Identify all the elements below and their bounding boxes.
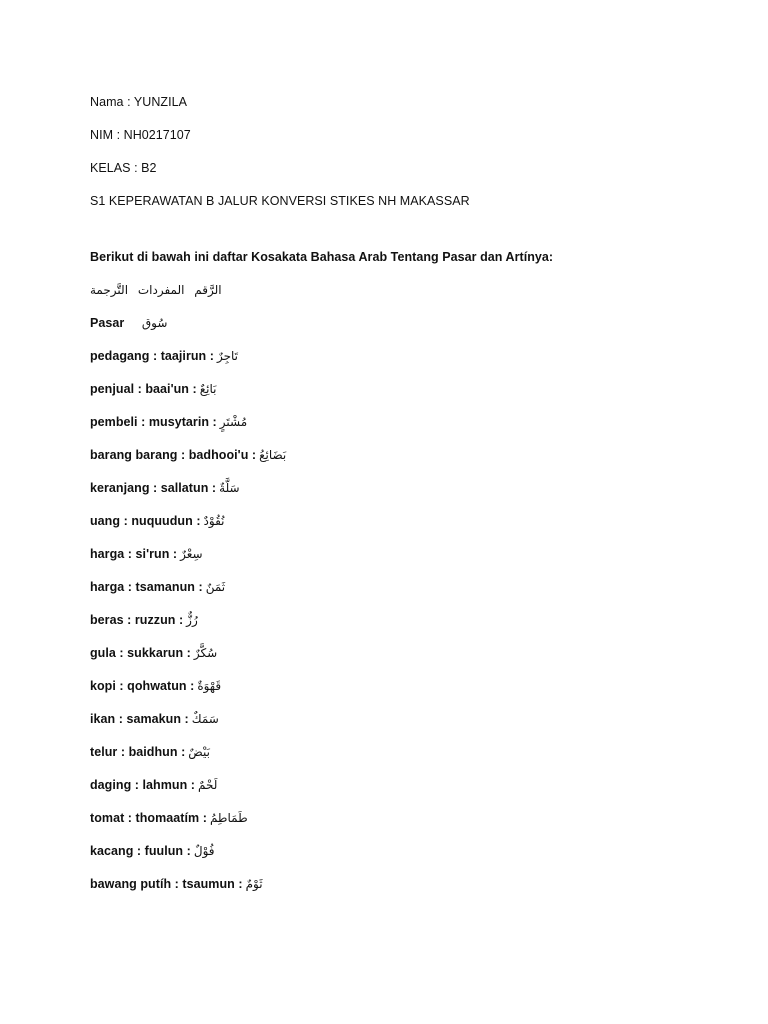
student-program: S1 KEPERAWATAN B JALUR KONVERSI STIKES NH MAKASSAR: [90, 194, 470, 208]
vocab-latin: kacang : fuulun :: [90, 844, 191, 858]
vocab-latin: tomat : thomaatím :: [90, 811, 207, 825]
vocab-latin: uang : nuquudun :: [90, 514, 201, 528]
vocab-arabic: رُزٌّ: [186, 613, 198, 627]
vocab-item: [90, 544, 730, 564]
vocab-item: [90, 577, 730, 597]
vocab-arabic: بَيْضٌ: [188, 745, 210, 759]
vocab-arabic: بَائِعٌ: [199, 382, 217, 396]
vocab-latin: pembeli : musytarin :: [90, 415, 217, 429]
vocab-item: [90, 379, 730, 399]
vocab-latin: telur : baidhun :: [90, 745, 186, 759]
vocab-item: [90, 676, 730, 696]
vocab-item: [90, 478, 730, 498]
vocab-latin: keranjang : sallatun :: [90, 481, 217, 495]
arabic-table-header: [90, 280, 730, 300]
arabic-header-group: [90, 283, 228, 297]
vocab-arabic: ثَمَنٌ: [205, 580, 226, 594]
vocab-arabic: فُوْلٌ: [193, 844, 215, 858]
vocab-latin: harga : si'run :: [90, 547, 178, 561]
vocab-item: [90, 775, 730, 795]
vocab-arabic: سَلَّةٌ: [219, 481, 240, 495]
vocab-latin: ikan : samakun :: [90, 712, 189, 726]
arabic-header-number: الرَّقم: [194, 283, 222, 297]
student-name: Nama : YUNZILA: [90, 95, 188, 109]
vocab-latin: daging : lahmun :: [90, 778, 196, 792]
spacer: [90, 224, 730, 247]
vocab-item: [90, 709, 730, 729]
vocab-item: [90, 511, 730, 531]
vocab-latin: barang barang : badhooi'u :: [90, 448, 257, 462]
vocab-latin: gula : sukkarun :: [90, 646, 191, 660]
vocab-item: [90, 610, 730, 630]
vocab-latin: penjual : baai'un :: [90, 382, 197, 396]
vocab-arabic: سَمَكٌ: [191, 712, 219, 726]
vocab-item: [90, 412, 730, 432]
vocab-latin: beras : ruzzun :: [90, 613, 184, 627]
title-entry: [90, 313, 730, 333]
vocab-arabic: مُشْتَرٍ: [219, 415, 248, 429]
vocab-latin: pedagang : taajirun :: [90, 349, 214, 363]
vocab-arabic: نُقُوْدٌ: [203, 514, 225, 528]
vocab-arabic: طَمَاطِمُ: [209, 811, 248, 825]
vocab-item: [90, 874, 730, 894]
vocab-item: [90, 346, 730, 366]
vocab-item: [90, 643, 730, 663]
arabic-header-translation: التَّرجمة: [90, 283, 129, 297]
student-class: KELAS : B2: [90, 161, 157, 175]
vocab-arabic: سُكَّرٌ: [193, 646, 218, 660]
vocab-latin: harga : tsamanun :: [90, 580, 203, 594]
vocab-item: [90, 742, 730, 762]
vocab-latin: kopi : qohwatun :: [90, 679, 195, 693]
vocab-latin: bawang putíh : tsaumun :: [90, 877, 243, 891]
vocab-arabic: سِعْرٌ: [180, 547, 203, 561]
arabic-header-vocab: المفردات: [137, 283, 185, 297]
vocab-arabic: تَاجِرٌ: [216, 349, 239, 363]
student-nim: NIM : NH0217107: [90, 128, 191, 142]
vocab-arabic: لَحْمٌ: [198, 778, 218, 792]
title-entry-arabic: سُوق: [141, 316, 168, 330]
intro-text: Berikut di bawah ini daftar Kosakata Bahasa Arab Tentang Pasar dan Artínya:: [90, 250, 554, 264]
vocab-item: [90, 808, 730, 828]
vocab-item: [90, 841, 730, 861]
vocab-item: [90, 445, 730, 465]
title-entry-latin: Pasar: [90, 316, 125, 330]
document-content: [90, 92, 730, 907]
vocab-arabic: ثَوْمٌ: [245, 877, 263, 891]
vocab-arabic: قَهْوَةٌ: [197, 679, 222, 693]
vocab-arabic: بَضَائِعُ: [259, 448, 287, 462]
